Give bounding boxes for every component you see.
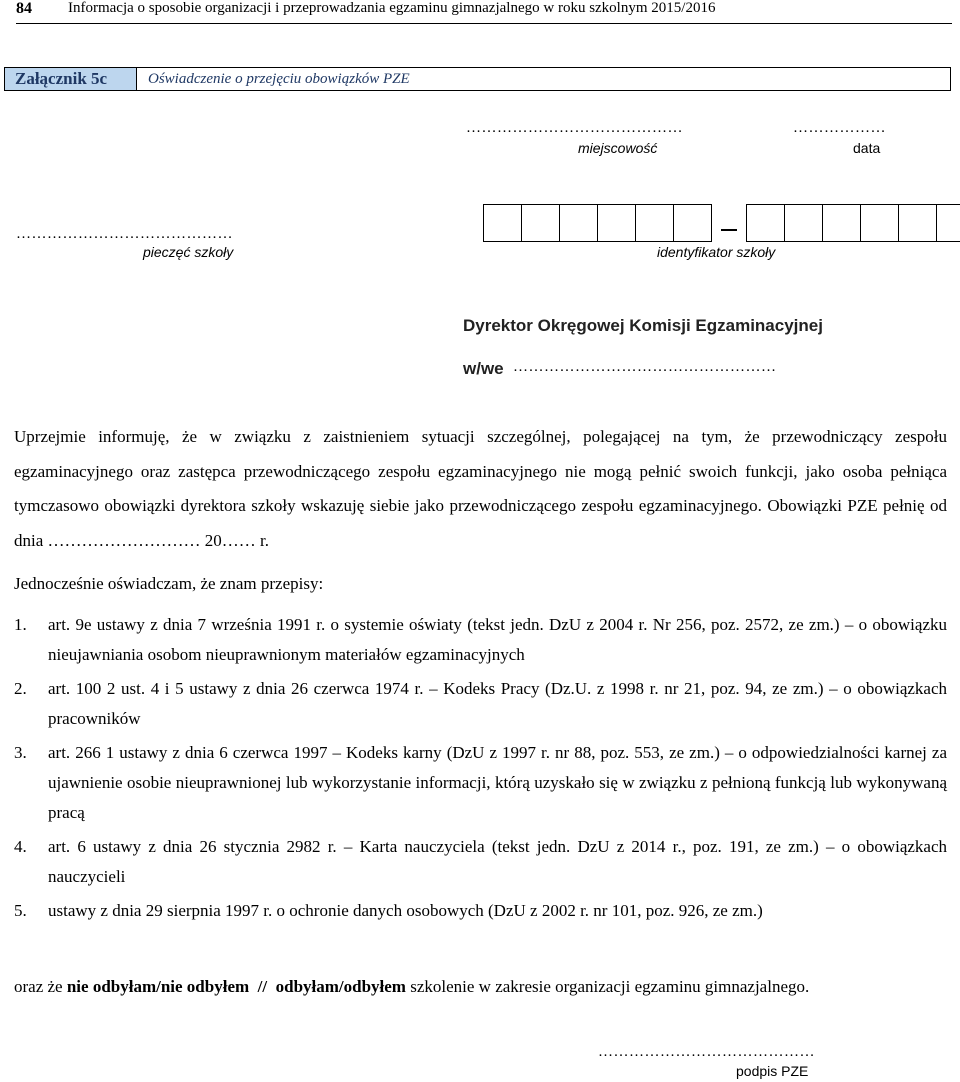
place-dots: ……………………………………	[466, 120, 683, 136]
option-trained[interactable]: odbyłam/odbyłem	[275, 977, 406, 996]
id-digit-box[interactable]	[559, 204, 598, 242]
regulations-list	[14, 610, 947, 930]
date-caption: data	[853, 140, 881, 156]
list-item: 4. art. 6 ustawy z dnia 26 stycznia 2982 r. – Karta nauczyciela (tekst jedn. DzU z 2014 r., poz. 191, ze zm.) – o obowiązkach nauczycieli	[14, 837, 947, 886]
stamp-caption: pieczęć szkoły	[143, 244, 234, 260]
id-digit-box[interactable]	[673, 204, 712, 242]
closing-statement: oraz że nie odbyłam/nie odbyłem // odbyłam/odbyłem szkolenie w zakresie organizacji egzaminu gimnazjalnego.	[14, 977, 810, 996]
addressee-title: Dyrektor Okręgowej Komisji Egzaminacyjnej	[463, 316, 823, 335]
running-title: Informacja o sposobie organizacji i przeprowadzania egzaminu gimnazjalnego w roku szkolnym 2015/2016	[68, 0, 716, 16]
id-digit-box[interactable]	[784, 204, 823, 242]
annex-title: Oświadczenie o przejęciu obowiązków PZE	[148, 71, 410, 87]
signature-caption: podpis PZE	[736, 1063, 809, 1079]
annex-label: Załącznik 5c	[5, 68, 137, 90]
place-caption: miejscowość	[578, 140, 658, 156]
page-number: 84	[16, 0, 32, 17]
signature-dots: ……………………………………	[598, 1044, 815, 1060]
list-item: 3. art. 266 1 ustawy z dnia 6 czerwca 1997 – Kodeks karny (DzU z 1997 r. nr 88, poz. 553, ze zm.) – o odpowiedzialności karnej za ujawnienie osobie nieuprawnionej lub wykorzystanie informacji, którą uzyskało się w związku z pełnioną funkcją lub wykonywaną pracą	[14, 743, 947, 822]
addressee-prefix: w/we	[463, 359, 504, 378]
id-separator-dash	[718, 204, 740, 242]
declaration-paragraph: Uprzejmie informuję, że w związku z zaistnieniem sytuacji szczególnej, polegającej na tym, że przewodniczący zespołu egzaminacyjnego oraz zastępca przewodniczącego zespołu egzaminacyjnego nie mogą pełnić swoich funkcji, jako osoba pełniąca tymczasowo obowiązki dyrektora szkoły wskazuję siebie jako przewodniczącego zespołu egzaminacyjnego. Obowiązki PZE pełnię od dnia ……………………… 20…… r.	[14, 427, 947, 550]
id-digit-box[interactable]	[635, 204, 674, 242]
list-item: 1. art. 9e ustawy z dnia 7 września 1991 r. o systemie oświaty (tekst jedn. DzU z 2004 r. Nr 256, poz. 2572, ze zm.) – o obowiązku nieujawniania osobom nieuprawnionym materiałów egzaminacyjnych	[14, 615, 947, 664]
stamp-dots: ……………………………………	[16, 226, 233, 242]
id-digit-box[interactable]	[898, 204, 937, 242]
id-digit-box[interactable]	[483, 204, 522, 242]
list-item: 2. art. 100 2 ust. 4 i 5 ustawy z dnia 26 czerwca 1974 r. – Kodeks Pracy (Dz.U. z 1998 r. nr 21, poz. 94, ze zm.) – o obowiązkach pracowników	[14, 679, 947, 728]
list-item: 5. ustawy z dnia 29 sierpnia 1997 r. o ochronie danych osobowych (DzU z 2002 r. nr 101, poz. 926, ze zm.)	[14, 901, 763, 920]
school-id-caption: identyfikator szkoły	[657, 244, 776, 260]
addressee-dots: ……………………………………………	[513, 359, 777, 375]
id-digit-box[interactable]	[597, 204, 636, 242]
school-id-boxes	[483, 204, 960, 242]
id-digit-box[interactable]	[936, 204, 960, 242]
regulations-intro: Jednocześnie oświadczam, że znam przepisy:	[14, 574, 324, 593]
date-dots: ………………	[793, 120, 886, 136]
annex-bar	[4, 67, 951, 91]
id-digit-box[interactable]	[746, 204, 785, 242]
option-not-trained[interactable]: nie odbyłam/nie odbyłem	[66, 977, 250, 996]
id-digit-box[interactable]	[860, 204, 899, 242]
id-digit-box[interactable]	[822, 204, 861, 242]
id-digit-box[interactable]	[521, 204, 560, 242]
page-header	[16, 0, 952, 24]
